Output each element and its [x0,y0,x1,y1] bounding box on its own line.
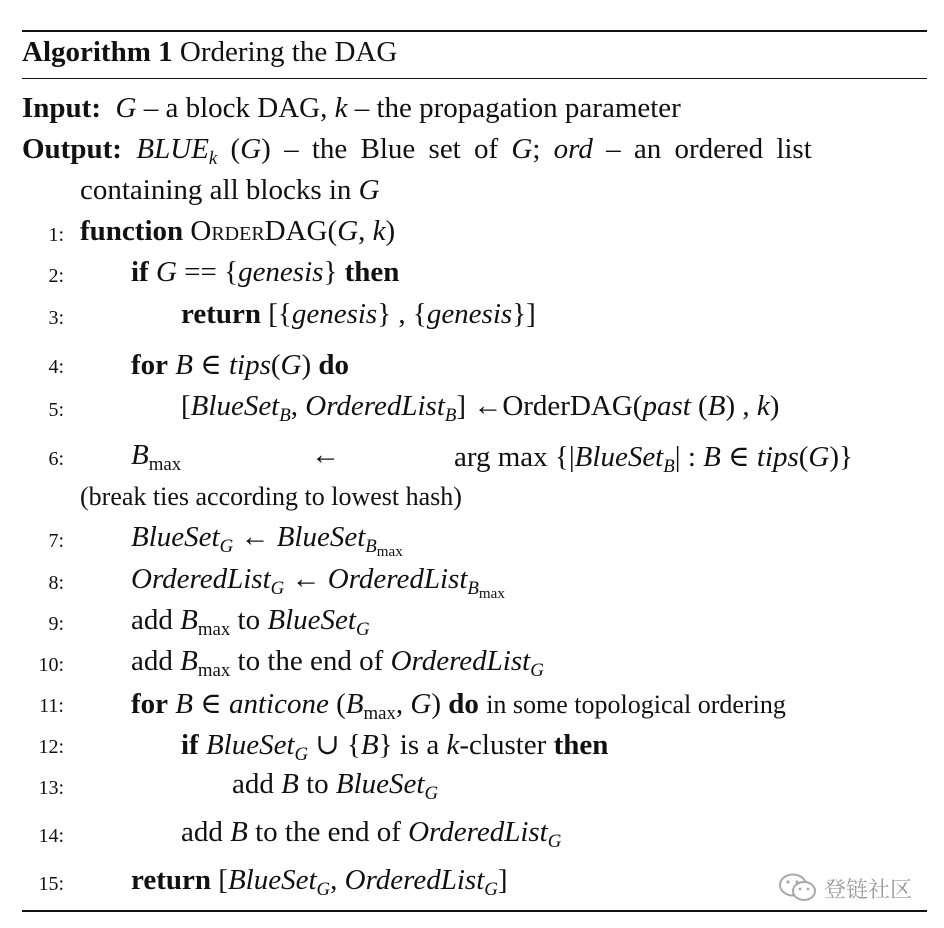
output-line-2 [80,174,380,207]
algo-line-2 [0,256,944,296]
line-code-arrow: ← [311,439,340,471]
line-number: 15: [38,873,64,895]
title-rule [22,78,927,79]
line-note: (break ties according to lowest hash) [80,482,462,511]
line-number: 7: [48,530,64,552]
algo-line-6-note [0,482,944,518]
line-code: for B ∈ tips(G) do [131,349,350,381]
algo-line-6 [0,439,944,479]
algo-line-12 [0,727,944,767]
line-code: return [{genesis} , {genesis}] [181,298,536,330]
line-code: add B to BlueSet$_G$ [232,768,439,805]
line-code: $B_{max}$ [131,439,182,476]
line-code: [BlueSet$_B$, OrderedList$_B$] ←OrderDAG(past (B) , k) [181,390,780,427]
line-number: 8: [48,572,64,594]
algo-line-4 [0,347,944,387]
line-number: 4: [48,356,64,378]
line-number: 12: [38,736,64,758]
line-code-argmax: arg max {|BlueSet$_B$| : B ∈ tips(G)} [454,441,853,478]
algo-line-3 [0,298,944,338]
line-code: OrderedList$_G$ ← OrderedList$_{B_{max}}$ [131,563,505,602]
input-line [22,92,681,125]
line-code: return [BlueSet$_G$, OrderedList$_G$] [131,864,508,901]
algorithm-title [22,36,397,69]
algo-line-10 [0,645,944,685]
watermark-text: 登链社区 [824,877,913,903]
line-number: 6: [48,448,64,470]
algo-line-5 [0,390,944,430]
algo-line-13 [0,768,944,808]
line-number: 2: [48,265,64,287]
line-number: 10: [38,654,64,676]
line-code: add $B_{max}$ to BlueSet$_G$ [131,604,370,641]
line-number: 11: [39,695,64,717]
line-number: 13: [38,777,64,799]
input-text: G – a block DAG, k – the propagation parameter [115,92,681,124]
line-code: add B to the end of OrderedList$_G$ [181,816,562,853]
algo-line-14 [0,816,944,856]
output-line-1 [22,133,927,170]
line-number: 5: [48,399,64,421]
output-text: $BLUE_k$ (G) – the Blue set of G; ord – an ordered list [136,133,812,170]
top-rule [22,30,927,32]
watermark [778,872,912,904]
line-code: if BlueSet$_G$ ∪ {B} is a k-cluster then [181,729,609,766]
algo-line-8 [0,563,944,603]
algorithm-label: Algorithm 1 [22,36,173,68]
line-code: if G == {genesis} then [131,256,400,288]
line-number: 9: [48,613,64,635]
algo-line-1 [0,215,944,255]
line-code: BlueSet$_G$ ← BlueSet$_{B_{max}}$ [131,521,403,560]
output-label: Output: [22,133,122,165]
line-number: 1: [48,224,64,246]
algo-line-11 [0,686,944,726]
line-number: 14: [38,825,64,847]
bottom-rule [22,910,927,912]
algo-line-9 [0,604,944,644]
input-label: Input: [22,92,101,124]
wechat-icon [778,872,818,904]
algo-line-7 [0,521,944,561]
line-code: for B ∈ anticone ($B_{max}$, G) do in some topological ordering [131,688,786,725]
algorithm-name: Ordering the DAG [179,36,398,68]
line-code: add $B_{max}$ to the end of OrderedList$_G$ [131,645,544,682]
line-code: function OrderDAG(G, k) [80,215,396,247]
output-text-continued: containing all blocks in G [80,174,380,206]
line-number: 3: [48,307,64,329]
